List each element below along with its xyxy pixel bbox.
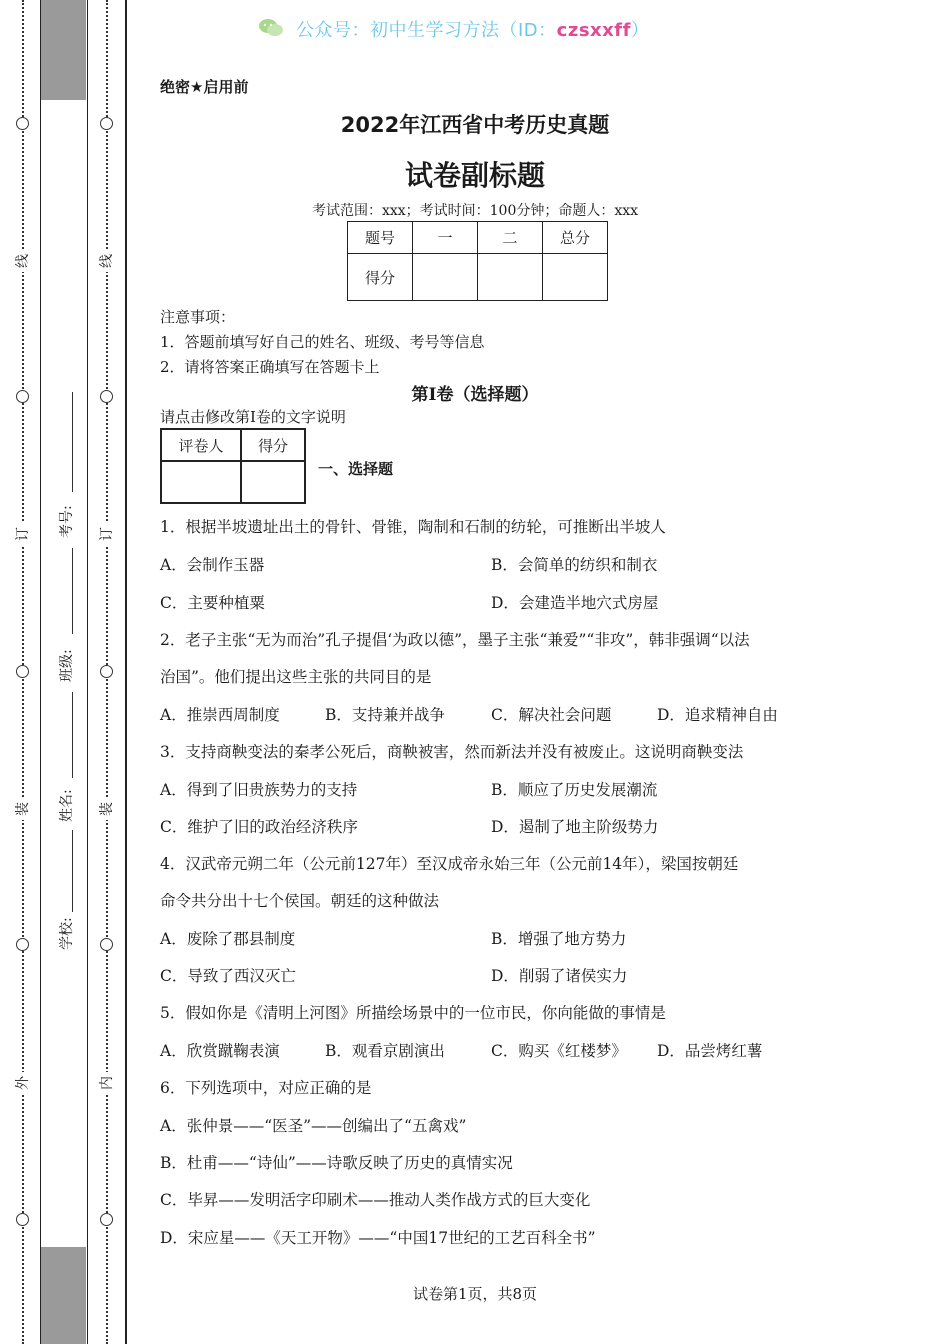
question-4-option-c[interactable]: C．导致了西汉灭亡 — [160, 967, 296, 985]
score-table — [347, 221, 608, 301]
question-1-option-b[interactable]: B．会简单的纺织和制衣 — [491, 556, 658, 574]
score-header-total: 总分 — [543, 222, 608, 254]
question-3-option-a[interactable]: A．得到了旧贵族势力的支持 — [160, 781, 358, 799]
question-4-stem-line-1: 4．汉武帝元朔二年（公元前127年）至汉成帝永始三年（公元前14年），梁国按朝廷 — [160, 855, 739, 873]
outer-circle-3 — [16, 665, 29, 678]
part1-note: 请点击修改第I卷的文字说明 — [160, 408, 346, 426]
question-2-option-b[interactable]: B．支持兼并战争 — [325, 706, 445, 724]
question-3-stem: 3．支持商鞅变法的秦孝公死后，商鞅被害，然而新法并没有被废止。这说明商鞅变法 — [160, 743, 744, 761]
question-1-option-a[interactable]: A．会制作玉器 — [160, 556, 265, 574]
question-5-option-b[interactable]: B．观看京剧演出 — [325, 1042, 445, 1060]
inner-char-order: 订 — [96, 523, 118, 545]
watermark-id: czsxxff — [556, 20, 631, 41]
exam-title: 2022年江西省中考历史真题 — [340, 113, 610, 137]
inner-char-inside: 内 — [96, 1072, 118, 1094]
section-heading: 一、选择题 — [318, 460, 394, 478]
part1-title: 第I卷（选择题） — [411, 385, 539, 405]
grader-header-score: 得分 — [241, 429, 305, 461]
question-1-stem: 1．根据半坡遗址出土的骨针、骨锥，陶制和石制的纺轮，可推断出半坡人 — [160, 518, 666, 536]
question-4-stem-line-2: 命令共分出十七个侯国。朝廷的这种做法 — [160, 892, 440, 910]
secret-mark: 绝密★启用前 — [160, 78, 249, 96]
field-name-line[interactable] — [72, 692, 73, 778]
binding-strip-top-cap — [41, 0, 86, 100]
question-6-option-d[interactable]: D．宋应星——《天工开物》——“中国17世纪的工艺百科全书” — [160, 1229, 596, 1247]
question-5-stem: 5．假如你是《清明上河图》所描绘场景中的一位市民，你向能做的事情是 — [160, 1004, 666, 1022]
question-2-stem-line-1: 2．老子主张“无为而治”孔子提倡‘为政以德”，墨子主张“兼爱”“非攻”，韩非强调“以法 — [160, 631, 750, 649]
question-5-option-d[interactable]: D．品尝烤红薯 — [657, 1042, 763, 1060]
question-3-option-c[interactable]: C．维护了旧的政治经济秩序 — [160, 818, 358, 836]
question-3-option-b[interactable]: B．顺应了历史发展潮流 — [491, 781, 658, 799]
question-6-option-c[interactable]: C．毕昇——发明活字印刷术——推动人类作战方式的巨大变化 — [160, 1191, 591, 1209]
outer-char-line: 线 — [12, 250, 34, 272]
outer-char-outside: 外 — [12, 1072, 34, 1094]
grader-header-person: 评卷人 — [161, 429, 241, 461]
watermark — [296, 16, 649, 42]
question-6-option-a[interactable]: A．张仲景——“医圣”——创编出了“五禽戏” — [160, 1117, 467, 1135]
inner-char-line: 线 — [96, 250, 118, 272]
field-class-line[interactable] — [72, 548, 73, 634]
score-cell-two — [478, 254, 543, 301]
question-4-option-d[interactable]: D．削弱了诸侯实力 — [491, 967, 628, 985]
question-5-option-c[interactable]: C．购买《红楼梦》 — [491, 1042, 627, 1060]
score-cell-total — [543, 254, 608, 301]
wechat-icon — [258, 18, 284, 38]
grader-cell-person — [161, 461, 241, 503]
score-row-label: 得分 — [348, 254, 413, 301]
question-2-option-d[interactable]: D．追求精神自由 — [657, 706, 778, 724]
inner-circle-5 — [100, 1213, 113, 1226]
question-5-option-a[interactable]: A．欣赏蹴鞠表演 — [160, 1042, 280, 1060]
inner-circle-4 — [100, 938, 113, 951]
score-header-one: 一 — [413, 222, 478, 254]
question-2-stem-line-2: 治国”。他们提出这些主张的共同目的是 — [160, 668, 432, 686]
outer-circle-4 — [16, 938, 29, 951]
exam-subtitle: 试卷副标题 — [404, 159, 545, 192]
field-class-label: 班级: — [59, 649, 75, 682]
notice-item-1: 1．答题前填写好自己的姓名、班级、考号等信息 — [160, 333, 485, 351]
field-name-label: 姓名: — [59, 789, 75, 822]
question-4-option-a[interactable]: A．废除了郡县制度 — [160, 930, 296, 948]
notice-item-2: 2．请将答案正确填写在答题卡上 — [160, 358, 380, 376]
question-6-stem: 6．下列选项中，对应正确的是 — [160, 1079, 372, 1097]
grader-cell-score — [241, 461, 305, 503]
question-6-option-b[interactable]: B．杜甫——“诗仙”——诗歌反映了历史的真情实况 — [160, 1154, 513, 1172]
score-cell-one — [413, 254, 478, 301]
watermark-text: 公众号：初中生学习方法（ID： — [296, 20, 557, 41]
field-school-line[interactable] — [72, 830, 73, 912]
question-2-option-a[interactable]: A．推崇西周制度 — [160, 706, 280, 724]
field-id-line[interactable] — [72, 392, 73, 492]
score-header-number: 题号 — [348, 222, 413, 254]
watermark-close: ） — [630, 20, 650, 41]
page-footer: 试卷第1页，共8页 — [412, 1285, 538, 1303]
question-1-option-d[interactable]: D．会建造半地穴式房屋 — [491, 594, 659, 612]
question-2-option-c[interactable]: C．解决社会问题 — [491, 706, 612, 724]
question-4-option-b[interactable]: B．增强了地方势力 — [491, 930, 627, 948]
field-school-label: 学校: — [59, 917, 75, 950]
notice-title: 注意事项： — [160, 308, 236, 326]
exam-info: 考试范围：xxx；考试时间：100分钟；命题人：xxx — [311, 203, 639, 219]
outer-circle-5 — [16, 1213, 29, 1226]
question-3-option-d[interactable]: D．遏制了地主阶级势力 — [491, 818, 659, 836]
grader-table — [160, 428, 306, 504]
question-1-option-c[interactable]: C．主要种植粟 — [160, 594, 265, 612]
score-header-two: 二 — [478, 222, 543, 254]
inner-char-bind: 装 — [96, 798, 118, 820]
inner-circle-3 — [100, 665, 113, 678]
outer-char-bind: 装 — [12, 798, 34, 820]
outer-char-order: 订 — [12, 523, 34, 545]
field-id-label: 考号: — [59, 505, 75, 538]
